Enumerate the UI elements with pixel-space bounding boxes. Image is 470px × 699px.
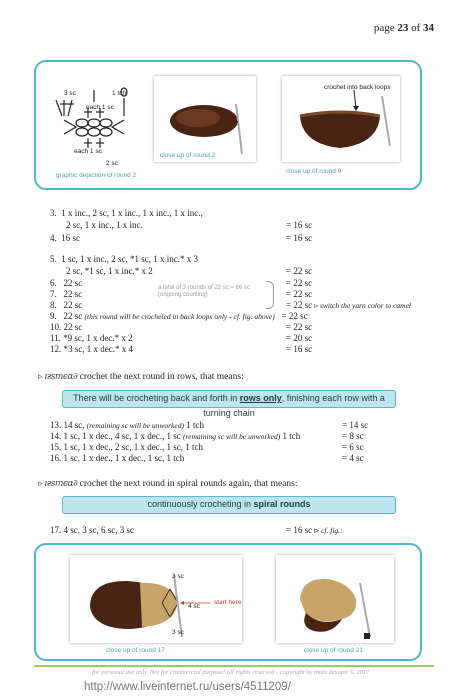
bottom-figure-panel: [34, 543, 422, 661]
diagram-label-each1sc-top: each 1 sc: [86, 104, 114, 111]
round-3-result: = 16 sc: [286, 220, 313, 230]
round-9-callout: crochet into back loops: [324, 84, 391, 91]
row-14: 14. 1 sc, 1 x dec., 4 sc, 1 x dec., 1 sc (remaining sc will be unworked) 1 tch: [50, 431, 301, 441]
round-6: 6. 22 sc: [50, 278, 83, 288]
row-16: 16. 1 sc, 1 x dec., 1 x dec., 1 sc, 1 tch: [50, 453, 185, 463]
round-5: 5. 1 sc, 1 x inc., 2 sc, *1 sc, 1 x inc.* x 3: [50, 254, 198, 264]
round-11: 11. *9 sc, 1 x dec.* x 2: [50, 333, 133, 343]
round-21-caption: close up of round 21: [304, 647, 363, 654]
round-9-photo-caption: close up of round 9: [286, 168, 342, 175]
round-3: 3. 1 x inc., 2 sc, 1 x inc., 1 x inc., 1 x inc.,: [50, 208, 203, 218]
round-2-photo-caption: close up of round 2: [160, 152, 216, 159]
diagram-label-1tch: 1 tch: [112, 90, 127, 97]
ongoing-count-note: a total of 3 rounds of 22 sc = 66 sc (ongoing counting): [158, 285, 250, 298]
spiral-banner: continuously crocheting in spiral rounds: [62, 496, 396, 514]
yarn-switch-note: ▹ switch the yarn color to camel: [314, 301, 411, 310]
round-17: 17. 4 sc, 3 sc, 6 sc, 3 sc: [50, 525, 134, 535]
page-number: page 23 of 34: [373, 22, 434, 34]
start-here-label: start here: [214, 599, 242, 606]
round-10: 10. 22 sc: [50, 322, 83, 332]
round-17-caption: close up of round 17: [106, 647, 165, 654]
diagram-label-each1sc-bottom: each 1 sc: [74, 148, 102, 155]
round-4: 4. 16 sc: [50, 233, 80, 243]
round-8: 8. 22 sc: [50, 300, 83, 310]
round-2-diagram: [42, 70, 152, 170]
footer-divider: [34, 665, 434, 667]
row-15: 15. 1 sc, 1 x dec., 2 sc, 1 x dec., 1 sc, 1 tch: [50, 442, 203, 452]
round-4-result: = 16 sc: [286, 233, 313, 243]
rows-instruction: ▹ ıғѕтєα∂ crochet the next round in rows, that means:: [38, 372, 244, 382]
round-21-photo: [276, 555, 394, 643]
row-13: 13. 14 sc, (remaining sc will be unworked) 1 tch: [50, 420, 204, 430]
top-figure-panel: [34, 60, 422, 190]
rounds-brace: [266, 281, 274, 309]
footer-copyright: for personal use only. Not for commercial purpose! all rights reserved - copyright by mola designs © 2017: [92, 669, 370, 676]
diagram-label-2sc: 2 sc: [106, 160, 118, 167]
stitch-diagram-icon: [42, 70, 152, 170]
round-7: 7. 22 sc: [50, 289, 83, 299]
round-9: 9. 22 sc (this round will be crocheted in back loops only - cf. fig. above) = 22 sc: [50, 311, 308, 321]
diagram-label-3sc: 3 sc: [64, 90, 76, 97]
watermark-url[interactable]: http://www.liveinternet.ru/users/4511209/: [84, 681, 291, 693]
spiral-instruction: ▹ ıғѕтєα∂ crochet the next round in spiral rounds again, that means:: [38, 479, 298, 489]
diagram-caption: graphic depiction of round 2: [56, 172, 137, 179]
round-17-photo: 3 sc 4 sc start here 3 sc: [70, 555, 242, 643]
round-2-photo: [154, 76, 256, 162]
rows-banner: There will be crocheting back and forth in rows only, finishing each row with a turning chain: [62, 390, 396, 408]
round-12: 12. *3 sc, 1 x dec.* x 4: [50, 344, 133, 354]
